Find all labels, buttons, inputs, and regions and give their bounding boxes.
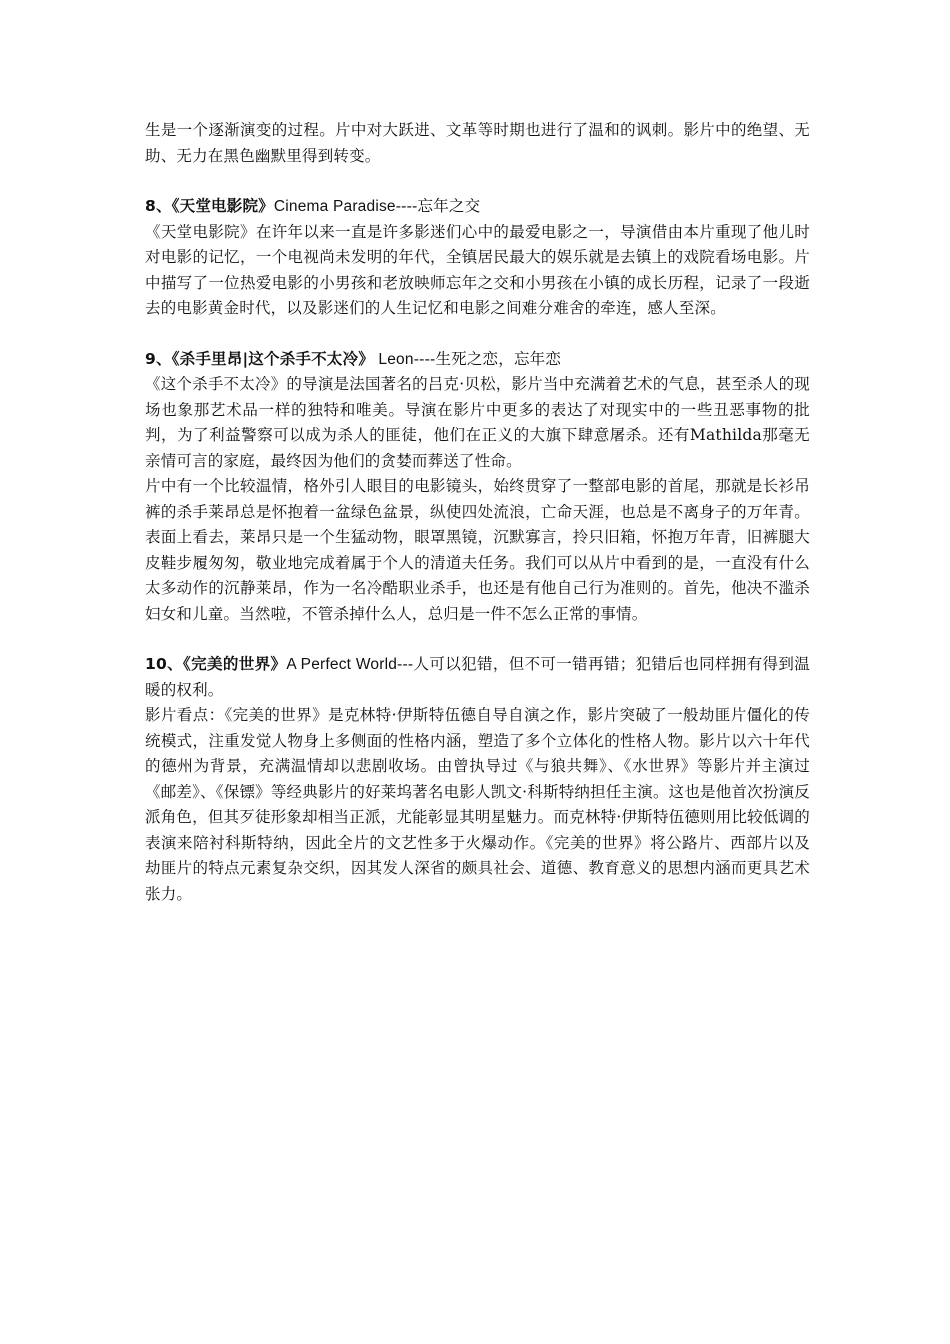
section-10-heading — [145, 652, 810, 703]
section-9 — [145, 347, 810, 628]
section-spacer — [145, 322, 810, 347]
section-9-cn-title: 《杀手里昂|这个杀手不太冷》 — [171, 349, 374, 368]
section-8-en-title: Cinema Paradise — [273, 198, 396, 215]
section-10-number: 10、 — [145, 655, 183, 673]
section-9-en-title: Leon — [373, 350, 414, 368]
section-10-paragraph-1: 影片看点：《完美的世界》是克林特·伊斯特伍德自导自演之作，影片突破了一般劫匪片僵化的传统模式，注重发觉人物身上多侧面的性格内涵，塑造了多个立体化的性格人物。影片以六十年代的德州为背景，充满温情却以悲剧收场。由曾执导过《与狼共舞》、《水世界》等影片并主演过《邮差》、《保镖》等经典影片的好莱坞著名电影人凯文·科斯特纳担任主演。这也是他首次扮演反派角色，但其歹徒形象却相当正派，尤能彰显其明星魅力。而克林特·伊斯特伍德则用比较低调的表演来陪衬科斯特纳，因此全片的文艺性多于火爆动作。《完美的世界》将公路片、西部片以及劫匪片的特点元素复杂交织，因其发人深省的颇具社会、道德、教育意义的思想内涵而更具艺术张力。 — [145, 706, 810, 903]
section-8 — [145, 194, 810, 322]
section-10-tagline: ---人可以犯错，但不可一错再错；犯错后也同样拥有得到温暖的权利。 — [145, 655, 810, 699]
section-9-heading — [145, 347, 810, 373]
section-9-tagline: ----生死之恋，忘年恋 — [413, 349, 562, 368]
section-spacer — [145, 169, 810, 194]
section-8-paragraph-1: 《天堂电影院》在许年以来一直是许多影迷们心中的最爱电影之一，导演借由本片重现了他儿时对电影的记忆，一个电视尚未发明的年代，全镇居民最大的娱乐就是去镇上的戏院看场电影。片中描写了一位热爱电影的小男孩和老放映师忘年之交和小男孩在小镇的成长历程，记录了一段逝去的电影黄金时代，以及影迷们的人生记忆和电影之间难分难舍的牵连，感人至深。 — [145, 222, 810, 317]
section-8-number: 8、 — [145, 197, 172, 215]
section-10-cn-title: 《完美的世界》 — [183, 655, 287, 673]
section-8-heading — [145, 194, 810, 220]
section-10 — [145, 652, 810, 907]
section-spacer — [145, 627, 810, 652]
section-10-en-title: A Perfect World — [286, 656, 398, 673]
section-9-paragraph-2: 片中有一个比较温情，格外引人眼目的电影镜头，始终贯穿了一整部电影的首尾，那就是长衫吊裤的杀手莱昂总是怀抱着一盆绿色盆景，纵使四处流浪，亡命天涯，也总是不离身子的万年青。表面上看去，莱昂只是一个生猛动物，眼罩黑镜，沉默寡言，拎只旧箱，怀抱万年青，旧裤腿大皮鞋步履匆匆，敬业地完成着属于个人的清道夫任务。我们可以从片中看到的是，一直没有什么太多动作的沉静莱昂，作为一名冷酷职业杀手，也还是有他自己行为准则的。首先，他决不滥杀妇女和儿童。当然啦，不管杀掉什么人，总归是一件不怎么正常的事情。 — [145, 477, 810, 623]
section-8-cn-title: 《天堂电影院》 — [171, 197, 274, 215]
section-8-tagline: ----忘年之交 — [395, 197, 481, 215]
section-9-number: 9、 — [145, 349, 172, 368]
document-page — [145, 118, 810, 907]
intro-paragraph: 生是一个逐渐演变的过程。片中对大跃进、文革等时期也进行了温和的讽刺。影片中的绝望、无助、无力在黑色幽默里得到转变。 — [145, 121, 810, 165]
section-9-paragraph-1: 《这个杀手不太冷》的导演是法国著名的吕克·贝松，影片当中充满着艺术的气息，甚至杀人的现场也象那艺术品一样的独特和唯美。导演在影片中更多的表达了对现实中的一些丑恶事物的批判，为了利益警察可以成为杀人的匪徒，他们在正义的大旗下肆意屠杀。还有Mathilda那毫无亲情可言的家庭，最终因为他们的贪婪而葬送了性命。 — [145, 375, 810, 470]
